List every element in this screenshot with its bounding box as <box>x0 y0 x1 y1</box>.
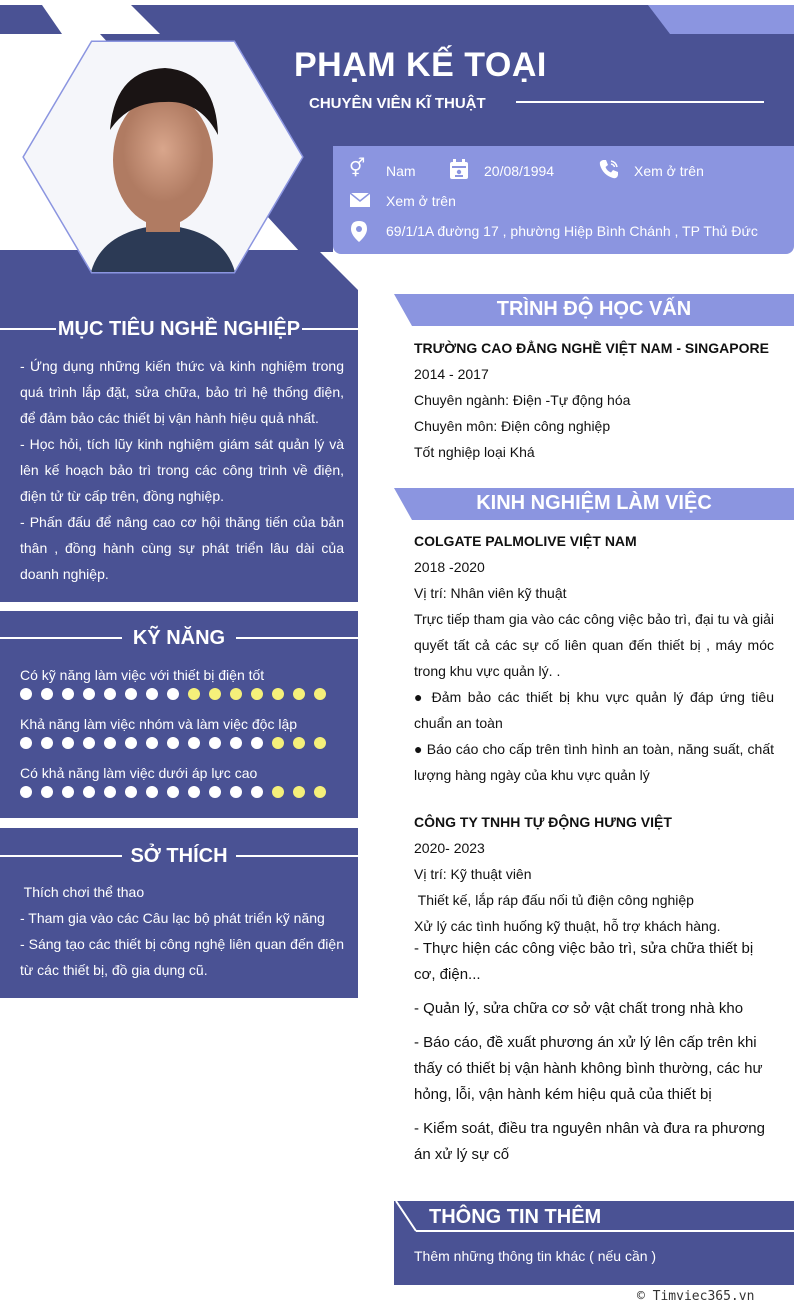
dob-value: 20/08/1994 <box>484 163 555 179</box>
skill-dot <box>209 737 221 749</box>
skill-dot <box>125 688 137 700</box>
divider <box>0 637 122 639</box>
objective-line: - Phấn đấu để nâng cao cơ hội thăng tiến của bản thân , đồng hành cùng sự phát triển lâu dài của doanh nghiệp. <box>20 514 344 582</box>
job-position: Vị trí: Nhân viên kỹ thuật <box>414 585 567 601</box>
phone-value: Xem ở trên <box>634 163 704 179</box>
divider <box>0 855 122 857</box>
skill-dot <box>146 786 158 798</box>
skill-dot <box>41 786 53 798</box>
education-grade: Tốt nghiệp loại Khá <box>414 444 535 460</box>
skill-dot <box>20 786 32 798</box>
skill-dot <box>293 688 305 700</box>
skill-dot <box>272 786 284 798</box>
education-body <box>414 335 774 465</box>
skill-label: Có khả năng làm việc dưới áp lực cao <box>20 765 258 781</box>
education-period: 2014 - 2017 <box>414 366 489 382</box>
skill-dot <box>314 786 326 798</box>
skill-dot <box>251 688 263 700</box>
skill-dot <box>41 688 53 700</box>
skill-dot <box>104 737 116 749</box>
extra-text: Thêm những thông tin khác ( nếu cần ) <box>414 1248 657 1264</box>
avatar <box>20 40 306 276</box>
objective-title: MỤC TIÊU NGHỀ NGHIỆP <box>57 318 301 340</box>
skill-label: Khả năng làm việc nhóm và làm việc độc lập <box>20 716 298 732</box>
skill-dot <box>20 737 32 749</box>
skill-dot <box>83 688 95 700</box>
skill-dot <box>209 786 221 798</box>
skill-dot <box>167 688 179 700</box>
hobby-line: Thích chơi thể thao <box>20 884 145 900</box>
skill-dot <box>230 737 242 749</box>
hobby-line: - Tham gia vào các Câu lạc bộ phát triển kỹ năng <box>20 910 325 926</box>
skill-dot <box>104 786 116 798</box>
school-name: TRƯỜNG CAO ĐẲNG NGHỀ VIỆT NAM - SINGAPORE <box>414 340 769 356</box>
skill-dot <box>251 737 263 749</box>
skill-dot <box>62 786 74 798</box>
job-line: Trực tiếp tham gia vào các công việc bảo trì, đại tu và giải quyết tất cả các sự cố liên quan đến thiết bị , máy móc trong khu vực quản lý. . <box>414 611 774 679</box>
skill-dot <box>83 737 95 749</box>
location-icon <box>349 220 369 249</box>
skill-dot <box>83 786 95 798</box>
footer-watermark: © Timviec365.vn <box>637 1289 755 1304</box>
skill-dot <box>230 786 242 798</box>
skill-dot <box>293 737 305 749</box>
job-line: Xử lý các tình huống kỹ thuật, hỗ trợ khách hàng. <box>414 918 721 934</box>
job-2 <box>414 809 774 939</box>
mail-icon <box>349 192 371 213</box>
job-title: CHUYÊN VIÊN KĨ THUẬT <box>309 95 486 112</box>
education-major: Chuyên ngành: Điện -Tự động hóa <box>414 392 631 408</box>
education-title: TRÌNH ĐỘ HỌC VẤN <box>496 298 692 320</box>
objective-text <box>20 353 344 587</box>
skill-dot <box>20 688 32 700</box>
skill-dot <box>251 786 263 798</box>
skill-dot <box>62 688 74 700</box>
hobbies-title: SỞ THÍCH <box>130 845 228 867</box>
hobbies-text <box>20 879 344 983</box>
job-period: 2020- 2023 <box>414 840 485 856</box>
skill-dot <box>188 688 200 700</box>
job-position: Vị trí: Kỹ thuật viên <box>414 866 532 882</box>
experience-title: KINH NGHIỆM LÀM VIỆC <box>476 492 712 514</box>
skill-dot <box>125 786 137 798</box>
divider <box>516 101 764 103</box>
job-line: - Kiểm soát, điều tra nguyên nhân và đưa ra phương án xử lý sự cố <box>414 1120 765 1163</box>
skill-dot <box>62 737 74 749</box>
job-line: - Quản lý, sửa chữa cơ sở vật chất trong nhà kho <box>414 1000 744 1017</box>
skill-dot <box>188 737 200 749</box>
company-name: COLGATE PALMOLIVE VIỆT NAM <box>414 533 637 549</box>
job-period: 2018 -2020 <box>414 559 485 575</box>
job-2-duties <box>414 936 774 1168</box>
skill-dot <box>146 688 158 700</box>
skill-dot <box>125 737 137 749</box>
skill-dot <box>230 688 242 700</box>
job-line: Thiết kế, lắp ráp đấu nối tủ điện công nghiệp <box>414 892 694 908</box>
skill-dot <box>314 688 326 700</box>
skill-rating <box>20 786 326 798</box>
skill-dot <box>272 737 284 749</box>
objective-line: - Học hỏi, tích lũy kinh nghiệm giám sát quản lý và lên kế hoạch bảo trì trong các công trình về điện, điện tử từ cấp trên, đồng nghiệp. <box>20 436 344 504</box>
skill-dot <box>146 737 158 749</box>
divider <box>302 328 358 330</box>
skill-rating <box>20 737 326 749</box>
skill-dot <box>209 688 221 700</box>
skill-dot <box>293 786 305 798</box>
gender-value: Nam <box>386 163 416 179</box>
calendar-icon <box>449 158 469 185</box>
skill-dot <box>188 786 200 798</box>
hobby-line: - Sáng tạo các thiết bị công nghệ liên quan đến điện từ các thiết bị, đồ gia dụng cũ. <box>20 936 344 978</box>
company-name: CÔNG TY TNHH TỰ ĐỘNG HƯNG VIỆT <box>414 814 672 830</box>
job-line: - Báo cáo, đề xuất phương án xử lý lên cấp trên khi thấy có thiết bị vận hành không bình thường, các hư hỏng, lỗi, vận hành kém hiệu quả của thiết bị <box>414 1034 763 1103</box>
skills-title: KỸ NĂNG <box>132 627 226 649</box>
email-value: Xem ở trên <box>386 193 456 209</box>
gender-icon: ⚥ <box>349 158 366 178</box>
phone-icon <box>598 158 620 185</box>
divider <box>0 328 56 330</box>
education-specialty: Chuyên môn: Điện công nghiệp <box>414 418 611 434</box>
objective-line: - Ứng dụng những kiến thức và kinh nghiệm trong quá trình lắp đặt, sửa chữa, bảo trì hệ thống điện, để đảm bảo các thiết bị vận hành hiệu quả nhất. <box>20 358 344 426</box>
skill-dot <box>41 737 53 749</box>
candidate-name: PHẠM KẾ TOẠI <box>294 46 547 84</box>
skill-dot <box>104 688 116 700</box>
skill-dot <box>272 688 284 700</box>
skill-dot <box>314 737 326 749</box>
job-line: ● Báo cáo cho cấp trên tình hình an toàn, năng suất, chất lượng hàng ngày của khu vực quản lý <box>414 741 774 783</box>
skill-label: Có kỹ năng làm việc với thiết bị điện tốt <box>20 667 265 683</box>
job-line: ● Đảm bảo các thiết bị khu vực quản lý đáp ứng tiêu chuẩn an toàn <box>414 689 774 731</box>
skill-rating <box>20 688 326 700</box>
address-value: 69/1/1A đường 17 , phường Hiệp Bình Chánh , TP Thủ Đức <box>386 223 758 239</box>
job-1 <box>414 528 774 788</box>
skill-dot <box>167 737 179 749</box>
skill-dot <box>167 786 179 798</box>
divider <box>236 637 358 639</box>
divider <box>236 855 358 857</box>
extra-title: THÔNG TIN THÊM <box>429 1206 602 1228</box>
job-line: - Thực hiện các công việc bảo trì, sửa chữa thiết bị cơ, điện... <box>414 940 754 983</box>
